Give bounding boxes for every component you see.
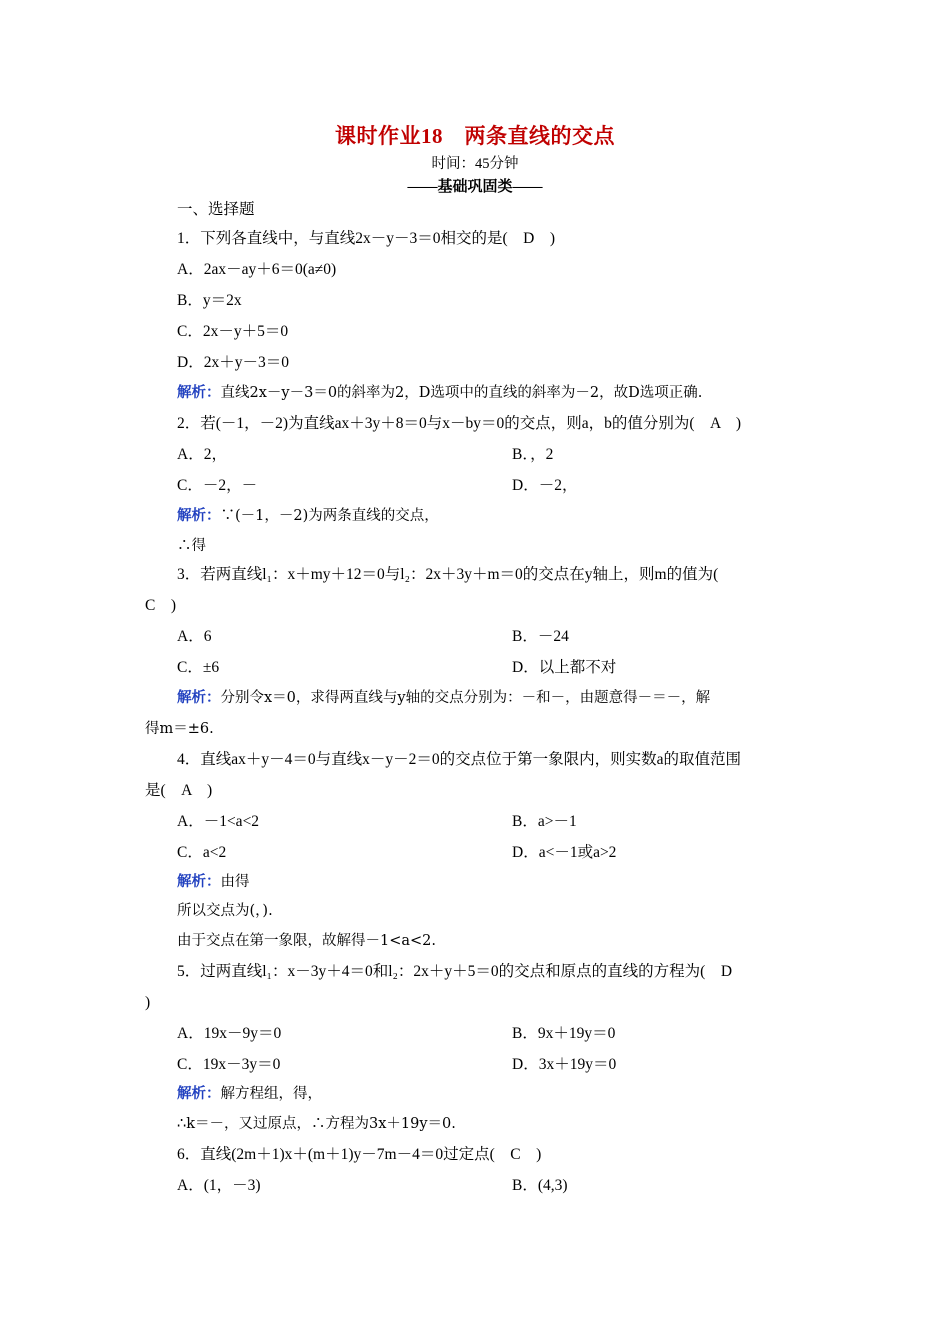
q5-option-c: C．19x－3y＝0 [177,1056,281,1073]
q5-analysis-text: 解方程组，得， [220,1086,322,1102]
q2-option-b: B．，2 [512,446,554,463]
part-heading: 一、选择题 [177,201,255,218]
analysis-label: 解析： [177,689,221,706]
analysis-label: 解析： [177,384,221,401]
q2-option-d: D．－2， [512,477,578,494]
q3-option-a: A．6 [177,628,212,645]
q2-analysis [177,505,439,527]
q1-analysis-text: 直线2x－y－3＝0的斜率为2，D选项中的直线的斜率为－2，故D选项正确. [220,385,703,401]
q4-analysis-text: 由得 [220,874,250,890]
q4-stem: 4．直线ax＋y－4＝0与直线x－y－2＝0的交点位于第一象限内，则实数a的取值范围 [177,751,742,768]
analysis-label: 解析： [177,1085,221,1102]
q3-stem: 3．若两直线l₁：x＋my＋12＝0与l₂：2x＋3y＋m＝0的交点在y轴上，则m的值为( [177,566,719,583]
q3-option-b: B．－24 [512,628,569,645]
q4-analysis-3: 由于交点在第一象限，故解得－1<a<2. [177,933,437,949]
q5-analysis-2: ∴k＝－，又过原点，∴方程为3x＋19y＝0. [177,1116,456,1132]
q5-option-b: B．9x＋19y＝0 [512,1025,616,1042]
q3-analysis-text: 分别令x＝0，求得两直线与y轴的交点分别为：－和－，由题意得－＝－，解 [220,690,711,706]
analysis-label: 解析： [177,873,221,890]
time-limit: 时间：45分钟 [431,156,519,172]
q4-stem-cont: 是( A ) [145,782,213,799]
q3-option-d: D．以上都不对 [512,659,617,676]
q5-option-d: D．3x＋19y＝0 [512,1056,617,1073]
q6-option-a: A．(1，－3) [177,1177,261,1194]
q3-stem-cont: C ) [145,597,177,614]
q4-option-a: A．－1<a<2 [177,813,260,830]
q6-option-b: B．(4,3) [512,1177,568,1194]
q4-analysis-2: 所以交点为(，). [177,903,273,919]
q1-option-d: D．2x＋y－3＝0 [177,354,289,371]
q1-analysis [177,382,702,404]
section-heading: ——基础巩固类—— [407,179,543,195]
analysis-label: 解析： [177,507,221,524]
q5-analysis [177,1083,322,1105]
q1-option-a: A．2ax－ay＋6＝0(a≠0) [177,261,337,278]
q2-analysis-2: ∴得 [177,538,206,554]
q4-option-c: C．a<2 [177,844,227,861]
q5-stem-cont: ) [145,994,151,1011]
q2-stem: 2．若(－1，－2)为直线ax＋3y＋8＝0与x－by＝0的交点，则a，b的值分别为( A ) [177,415,741,432]
q3-analysis-2: 得m＝±6. [145,721,214,737]
q6-stem: 6．直线(2m＋1)x＋(m＋1)y－7m－4＝0过定点( C ) [177,1146,542,1163]
q2-option-c: C．－2，－ [177,477,258,494]
q2-analysis-text: ∵(－1，－2)为两条直线的交点， [220,508,439,524]
page-title: 课时作业18 两条直线的交点 [335,124,615,148]
q4-option-d: D．a<－1或a>2 [512,844,617,861]
q1-option-b: B．y＝2x [177,292,242,309]
q4-analysis [177,871,250,893]
q3-option-c: C．±6 [177,659,220,676]
q1-option-c: C．2x－y＋5＝0 [177,323,289,340]
q1-stem: 1．下列各直线中，与直线2x－y－3＝0相交的是( D ) [177,230,556,247]
q5-stem: 5．过两直线l₁：x－3y＋4＝0和l₂：2x＋y＋5＝0的交点和原点的直线的方程为( D [177,963,733,980]
q4-option-b: B．a>－1 [512,813,577,830]
q5-option-a: A．19x－9y＝0 [177,1025,282,1042]
q3-analysis [177,687,710,709]
q2-option-a: A．2， [177,446,227,463]
